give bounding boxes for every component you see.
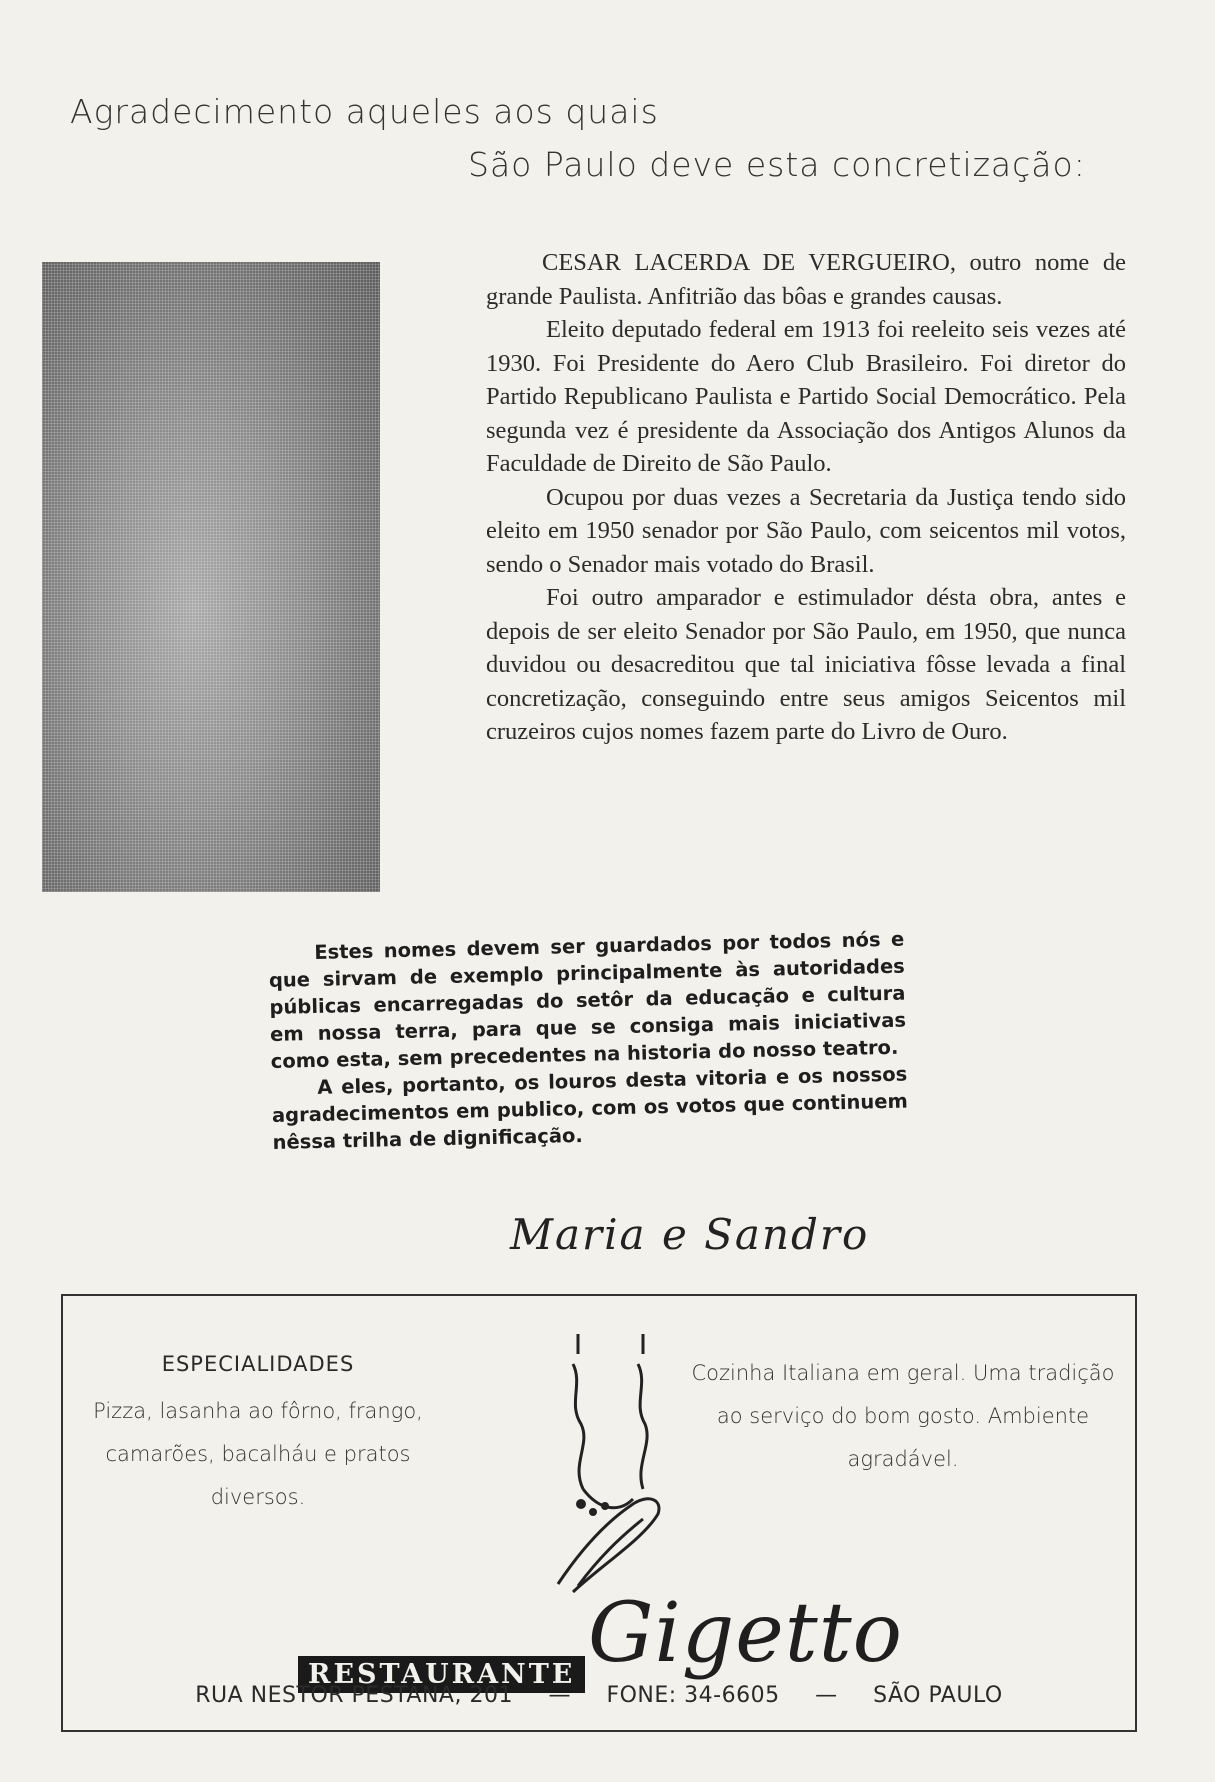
bio-paragraph: Eleito deputado federal em 1913 foi reeleito seis vezes até 1930. Foi Presidente do Aero Club Brasileiro. Foi diretor do Partido Republicano Paulista e Partido Social Democrático. Pela segunda vez é presidente da Associação dos Antigos Alunos da Faculdade de Direito de São Paulo. [486,316,1126,477]
bio-paragraph: CESAR LACERDA DE VERGUEIRO, outro nome de grande Paulista. Anfitrião das bôas e grandes causas. [486,249,1126,310]
fork-emblem-icon [523,1324,703,1594]
header-line-1: Agradecimento aqueles aos quais [70,92,659,131]
separator: — [815,1683,838,1708]
biography-text [486,246,1126,749]
cuisine-description: Cozinha Italiana em geral. Uma tradição ao serviço do bom gosto. Ambiente agradável. [691,1361,1115,1471]
header-line-2: São Paulo deve esta concretização: [468,145,1086,184]
specialties-heading: ESPECIALIDADES [161,1352,355,1376]
thanks-paragraph: A eles, portanto, os louros desta vitoria e os nossos agradecimentos em publico, com os votos que continuem nêssa trilha de dignificação. [271,1062,909,1154]
phone: FONE: 34-6605 [606,1683,780,1708]
brand-name: Gigetto [588,1586,904,1681]
thanks-text [268,926,909,1156]
thanks-paragraph: Estes nomes devem ser guardados por todos nós e que sirvam de exemplo principalmente às autoridades públicas encarregadas do setôr da educação e cultura em nossa terra, para que se consiga mais iniciativas como esta, sem precedentes na historia do nosso teatro. [268,927,907,1073]
restaurant-advertisement [61,1294,1137,1732]
restaurant-label: RESTAURANTE [298,1656,585,1693]
signature: Maria e Sandro [510,1210,870,1259]
separator: — [548,1683,571,1708]
specialties-block [63,1352,453,1519]
bio-paragraph: Ocupou por duas vezes a Secretaria da Justiça tendo sido eleito em 1950 senador por São Paulo, com seicentos mil votos, sendo o Senador mais votado do Brasil. [486,483,1126,578]
city: SÃO PAULO [873,1683,1003,1708]
specialties-text: Pizza, lasanha ao fôrno, frango, camarões, bacalháu e pratos diversos. [93,1399,423,1509]
address: RUA NESTOR PESTANA, 201 [195,1683,513,1708]
bio-paragraph: Foi outro amparador e estimulador désta obra, antes e depois de ser eleito Senador por São Paulo, em 1950, que nunca duvidou ou desacreditou que tal iniciativa fôsse levada a final concretização, conseguindo entre seus amigos Seicentos mil cruzeiros cujos nomes fazem parte do Livro de Ouro. [486,584,1126,745]
portrait-photo [42,262,380,892]
contact-line [63,1683,1135,1708]
